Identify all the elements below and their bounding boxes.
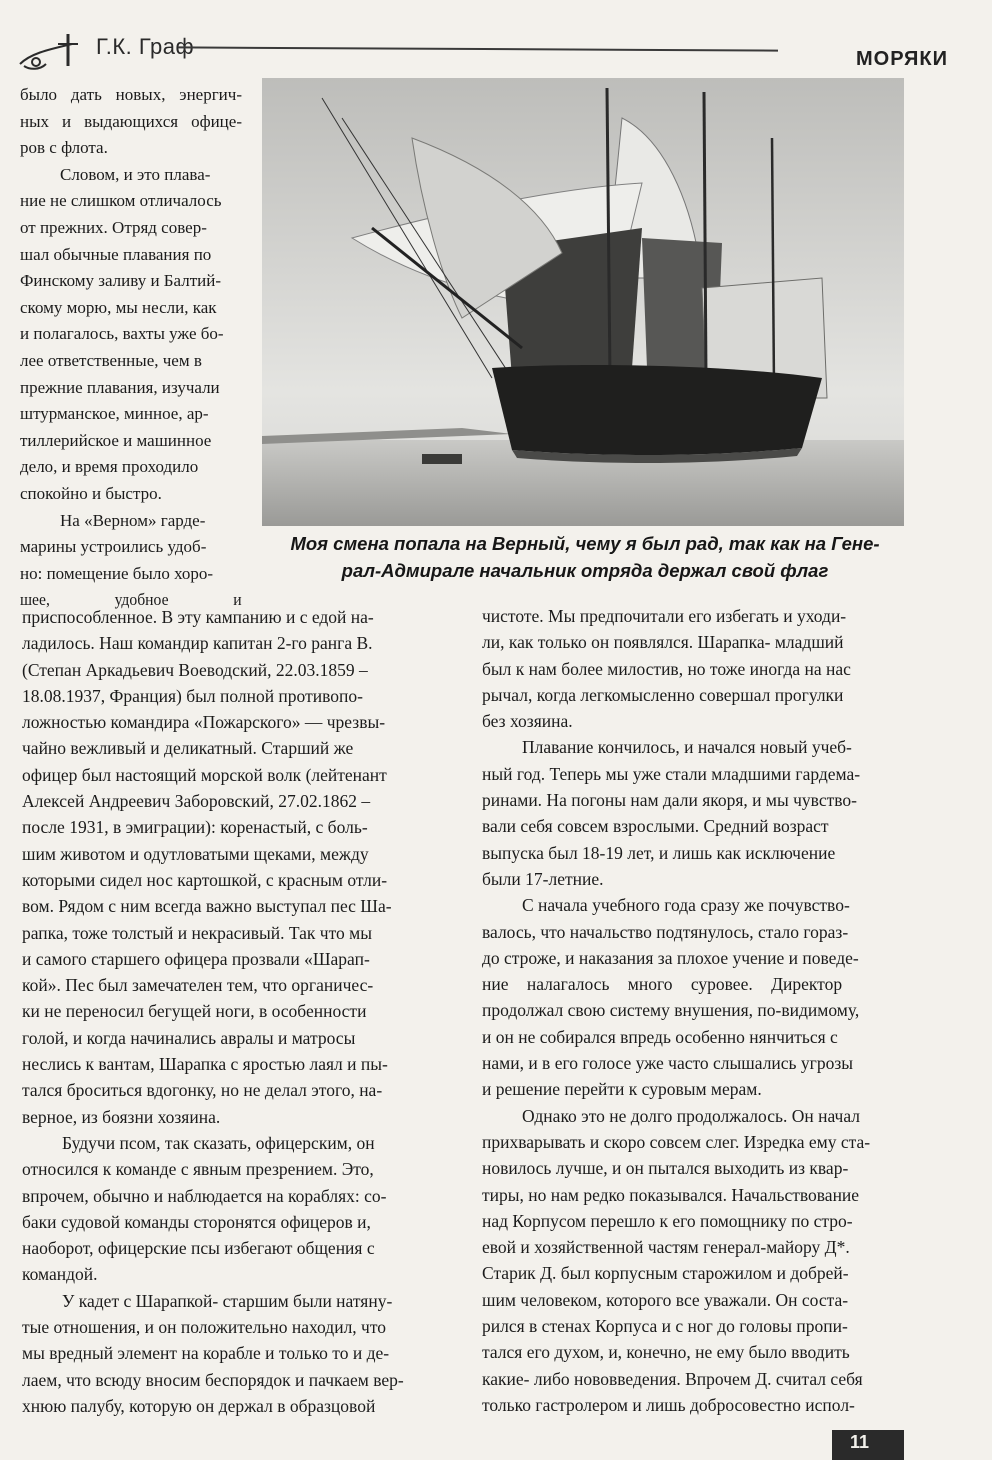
text-line: На «Верном» гарде- (60, 510, 206, 530)
text-line: Словом, и это плава- (60, 164, 211, 184)
text-line: Финскому заливу и Балтий- (20, 271, 222, 291)
text-line: были 17-летние. (482, 868, 604, 889)
text-line: офицер был настоящий морской волк (лейтенант (22, 764, 387, 785)
text-column-right (482, 603, 902, 1418)
caption-line: рал-Адмирале начальник отряда держал свой флаг (341, 560, 829, 581)
text-line: рычал, когда легкомысленно совершал прогулки (482, 684, 844, 705)
text-line: рапка, тоже толстый и некрасивый. Так что мы (22, 922, 372, 943)
text-line: тые отношения, и он положительно находил, что (22, 1317, 387, 1338)
text-line: рился в стенах Корпуса и с ног до головы пропи- (482, 1316, 848, 1337)
author-name: Г.К. Граф (96, 34, 195, 59)
text-line: которыми сидел нос картошкой, с красным отли- (22, 869, 388, 890)
text-line: ние не слишком отличалось (20, 191, 222, 211)
text-line: ринами. На погоны нам дали якоря, и мы чувство- (482, 790, 857, 811)
text-line: и он не собирался впредь особенно нянчиться с (482, 1026, 838, 1047)
section-title: МОРЯКИ (855, 48, 948, 70)
text-line: Старик Д. был корпусным старожилом и добрей- (482, 1263, 849, 1284)
text-line: Алексей Андреевич Заборовский, 27.02.1862 – (22, 791, 371, 812)
text-line: евой и хозяйственной частям генерал-майору Д*. (482, 1237, 850, 1258)
text-line: хнюю палубу, которую он держал в образцовой (22, 1395, 376, 1416)
text-line: новилось лучше, и он пытался выходить из квар- (482, 1158, 849, 1179)
text-line: мы вредный элемент на корабле и только то и де- (22, 1343, 390, 1364)
text-line: от прежних. Отряд совер- (20, 217, 207, 237)
text-line: (Степан Аркадьевич Воеводский, 22.03.1859 – (22, 659, 368, 680)
text-line: неслись к вантам, Шарапка с яростью лаял и пы- (22, 1054, 388, 1075)
text-line: относился к команде с явным презрением. Это, (22, 1159, 374, 1180)
text-column-left (22, 604, 444, 1419)
text-line: спокойно и быстро. (20, 483, 162, 503)
text-line: С начала учебного года сразу же почувство- (522, 895, 850, 916)
text-line: без хозяина. (482, 711, 573, 732)
text-line: тался его духом, и, конечно, не ему было вводить (482, 1342, 850, 1363)
text-line: тиллерийское и машинное (20, 430, 212, 450)
text-line: какие- либо нововведения. Впрочем Д. считал себя (482, 1368, 863, 1389)
text-line: после 1931, в эмиграции): коренастый, с боль- (22, 817, 368, 838)
text-line: только гастролером и лишь добросовестно испол- (482, 1394, 855, 1415)
text-line: продолжал свою систему внушения, по-видимому, (482, 1000, 860, 1021)
page-number: 11 (850, 1432, 870, 1452)
text-line: шим человеком, которого все уважали. Он соста- (482, 1289, 849, 1310)
text-line: тиры, но нам редко показывался. Начальствование (482, 1184, 860, 1205)
text-line: ных и выдающихся офице- (20, 111, 242, 131)
text-line: ложностью командира «Пожарского» — чрезвы- (22, 712, 386, 733)
text-line: шее, удобное и (20, 590, 242, 610)
text-line: лаем, что всюду вносим беспорядок и пачкаем вер- (22, 1369, 404, 1390)
text-line: до строже, и наказания за плохое учение и поведе- (482, 947, 859, 968)
anchor-feather-icon (16, 32, 86, 72)
text-line: дело, и время проходило (20, 457, 199, 477)
text-line: выпуска был 18-19 лет, и лишь как исключение (482, 842, 836, 863)
text-line: шим животом и одутловатыми щеками, между (22, 843, 369, 864)
text-line: лее ответственные, чем в (20, 350, 202, 370)
text-line: ный год. Теперь мы уже стали младшими гардема- (482, 763, 861, 784)
text-line: и самого старшего офицера прозвали «Шарап- (22, 948, 370, 969)
text-line: ние налагалось много суровее. Директор (482, 974, 843, 995)
text-column-narrow (20, 82, 242, 614)
header-rule (178, 46, 778, 51)
text-line: над Корпусом перешло к его помощнику по стро- (482, 1210, 853, 1231)
text-line: марины устроились удоб- (20, 537, 207, 557)
text-line: ладилось. Наш командир капитан 2-го ранга В. (22, 633, 373, 654)
text-line: голой, и когда начинались авралы и матросы (22, 1027, 356, 1048)
text-line: нами, и в его голосе уже часто слышались угрозы (482, 1053, 854, 1074)
text-line: был к нам более милостив, но тоже иногда на нас (482, 658, 851, 679)
text-line: наоборот, офицерские псы избегают общения с (22, 1238, 375, 1259)
text-line: прежние плавания, изучали (20, 377, 220, 397)
sailing-ship-photo (262, 78, 904, 526)
text-line: тался броситься вдогонку, но не делал этого, на- (22, 1080, 383, 1101)
text-line: и полагалось, вахты уже бо- (20, 324, 224, 344)
text-line: Будучи псом, так сказать, офицерским, он (62, 1132, 375, 1153)
text-line: ки не переносил бегущей ноги, в особенности (22, 1001, 367, 1022)
text-line: валось, что начальство подтянулось, стало гораз- (482, 921, 849, 942)
text-line: штурманское, минное, ар- (20, 404, 209, 424)
caption-line: Моя смена попала на Верный, чему я был рад, так как на Гене- (290, 533, 880, 554)
text-line: шал обычные плавания по (20, 244, 212, 264)
text-line: Плавание кончилось, и начался новый учеб- (522, 737, 852, 758)
text-line: ров с флота. (20, 138, 108, 158)
text-line: У кадет с Шарапкой- старшим были натяну- (62, 1290, 393, 1311)
text-line: приспособленное. В эту кампанию и с едой на- (22, 607, 374, 627)
text-line: прихварывать и скоро совсем слег. Изредка ему ста- (482, 1131, 871, 1152)
text-line: и решение перейти к суровым мерам. (482, 1079, 762, 1100)
text-line: 18.08.1937, Франция) был полной противопо- (22, 685, 363, 706)
text-line: Однако это не долго продолжалось. Он начал (522, 1105, 860, 1126)
text-line: было дать новых, энергич- (20, 85, 242, 104)
text-line: верное, из боязни хозяина. (22, 1106, 221, 1127)
text-line: чистоте. Мы предпочитали его избегать и уходи- (482, 606, 847, 626)
text-line: скому морю, мы несли, как (20, 297, 217, 317)
text-line: командой. (22, 1264, 98, 1285)
text-line: впрочем, обычно и наблюдается на кораблях: со- (22, 1185, 387, 1206)
text-line: кой». Пес был замечателен тем, что органичес- (22, 975, 374, 996)
text-line: но: помещение было хоро- (20, 563, 214, 583)
text-line: баки судовой команды сторонятся офицеров и, (22, 1211, 371, 1232)
text-line: ли, как только он появлялся. Шарапка- младший (482, 632, 844, 653)
running-header (10, 24, 972, 76)
text-line: вали себя совсем взрослыми. Средний возраст (482, 816, 829, 837)
text-line: вом. Рядом с ним всегда важно выступал пес Ша- (22, 896, 392, 917)
photo-caption (270, 530, 900, 584)
text-line: чайно вежливый и деликатный. Старший же (22, 738, 354, 759)
